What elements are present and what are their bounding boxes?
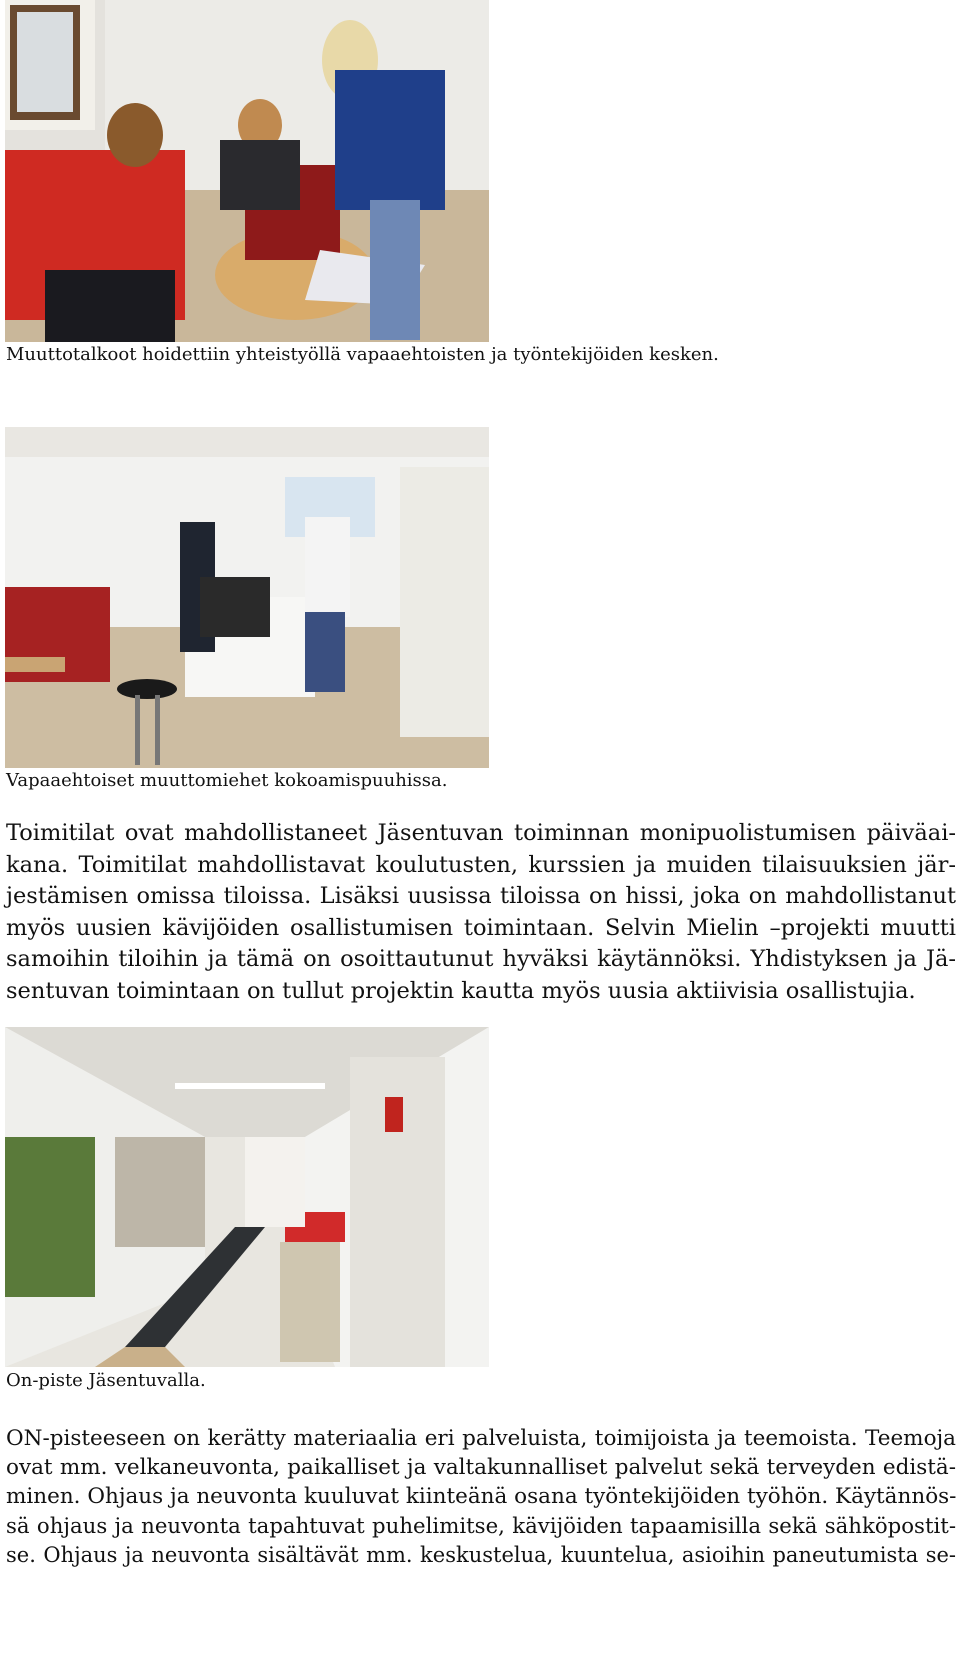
photo-on-piste-corridor-image: [5, 1027, 489, 1367]
paragraph-line: minen. Ohjaus ja neuvonta kuuluvat kiinteänä osana työntekijöiden työhön. Käytännös-: [6, 1484, 957, 1510]
figure-caption: On-piste Jäsentuvalla.: [6, 1370, 206, 1391]
paragraph-line: sä ohjaus ja neuvonta tapahtuvat puhelimitse, kävijöiden tapaamisilla sekä sähköpostit-: [6, 1513, 956, 1539]
body-paragraph: [6, 818, 956, 1008]
paragraph-line: se. Ohjaus ja neuvonta sisältävät mm. keskustelua, kuuntelua, asioihin paneutumista se-: [6, 1542, 956, 1567]
figure-caption: Vapaaehtoiset muuttomiehet kokoamispuuhissa.: [6, 770, 448, 791]
body-paragraph: [6, 1424, 956, 1570]
photo-volunteers-assembling-shelf: [5, 0, 489, 342]
photo-volunteer-movers: [5, 427, 489, 768]
paragraph-line: sentuvan toimintaan on tullut projektin kautta myös uusia aktiivisia osallistujia.: [6, 977, 916, 1004]
paragraph-line: ovat mm. velkaneuvonta, paikalliset ja valtakunnalliset palvelut sekä terveyden edistä-: [6, 1455, 956, 1481]
paragraph-line: myös uusien kävijöiden osallistumisen toimintaan. Selvin Mielin –projekti muutti: [6, 914, 956, 941]
figure-caption: Muuttotalkoot hoidettiin yhteistyöllä vapaaehtoisten ja työntekijöiden kesken.: [6, 344, 719, 365]
photo-volunteer-movers-image: [5, 427, 489, 768]
paragraph-line: ON-pisteeseen on kerätty materiaalia eri palveluista, toimijoista ja teemoista. Teemoja: [6, 1426, 956, 1451]
paragraph-line: jestämisen omissa tiloissa. Lisäksi uusissa tiloissa on hissi, joka on mahdollistanut: [6, 883, 956, 910]
paragraph-line: Toimitilat ovat mahdollistaneet Jäsentuvan toiminnan monipuolistumisen päiväai-: [6, 820, 956, 846]
photo-on-piste-corridor: [5, 1027, 489, 1367]
photo-volunteers-assembling-shelf-image: [5, 0, 489, 342]
paragraph-line: samoihin tiloihin ja tämä on osoittautunut hyväksi käytännöksi. Yhdistyksen ja Jä-: [6, 946, 956, 973]
paragraph-line: kana. Toimitilat mahdollistavat koulutusten, kurssien ja muiden tilaisuuksien jär-: [6, 851, 956, 878]
